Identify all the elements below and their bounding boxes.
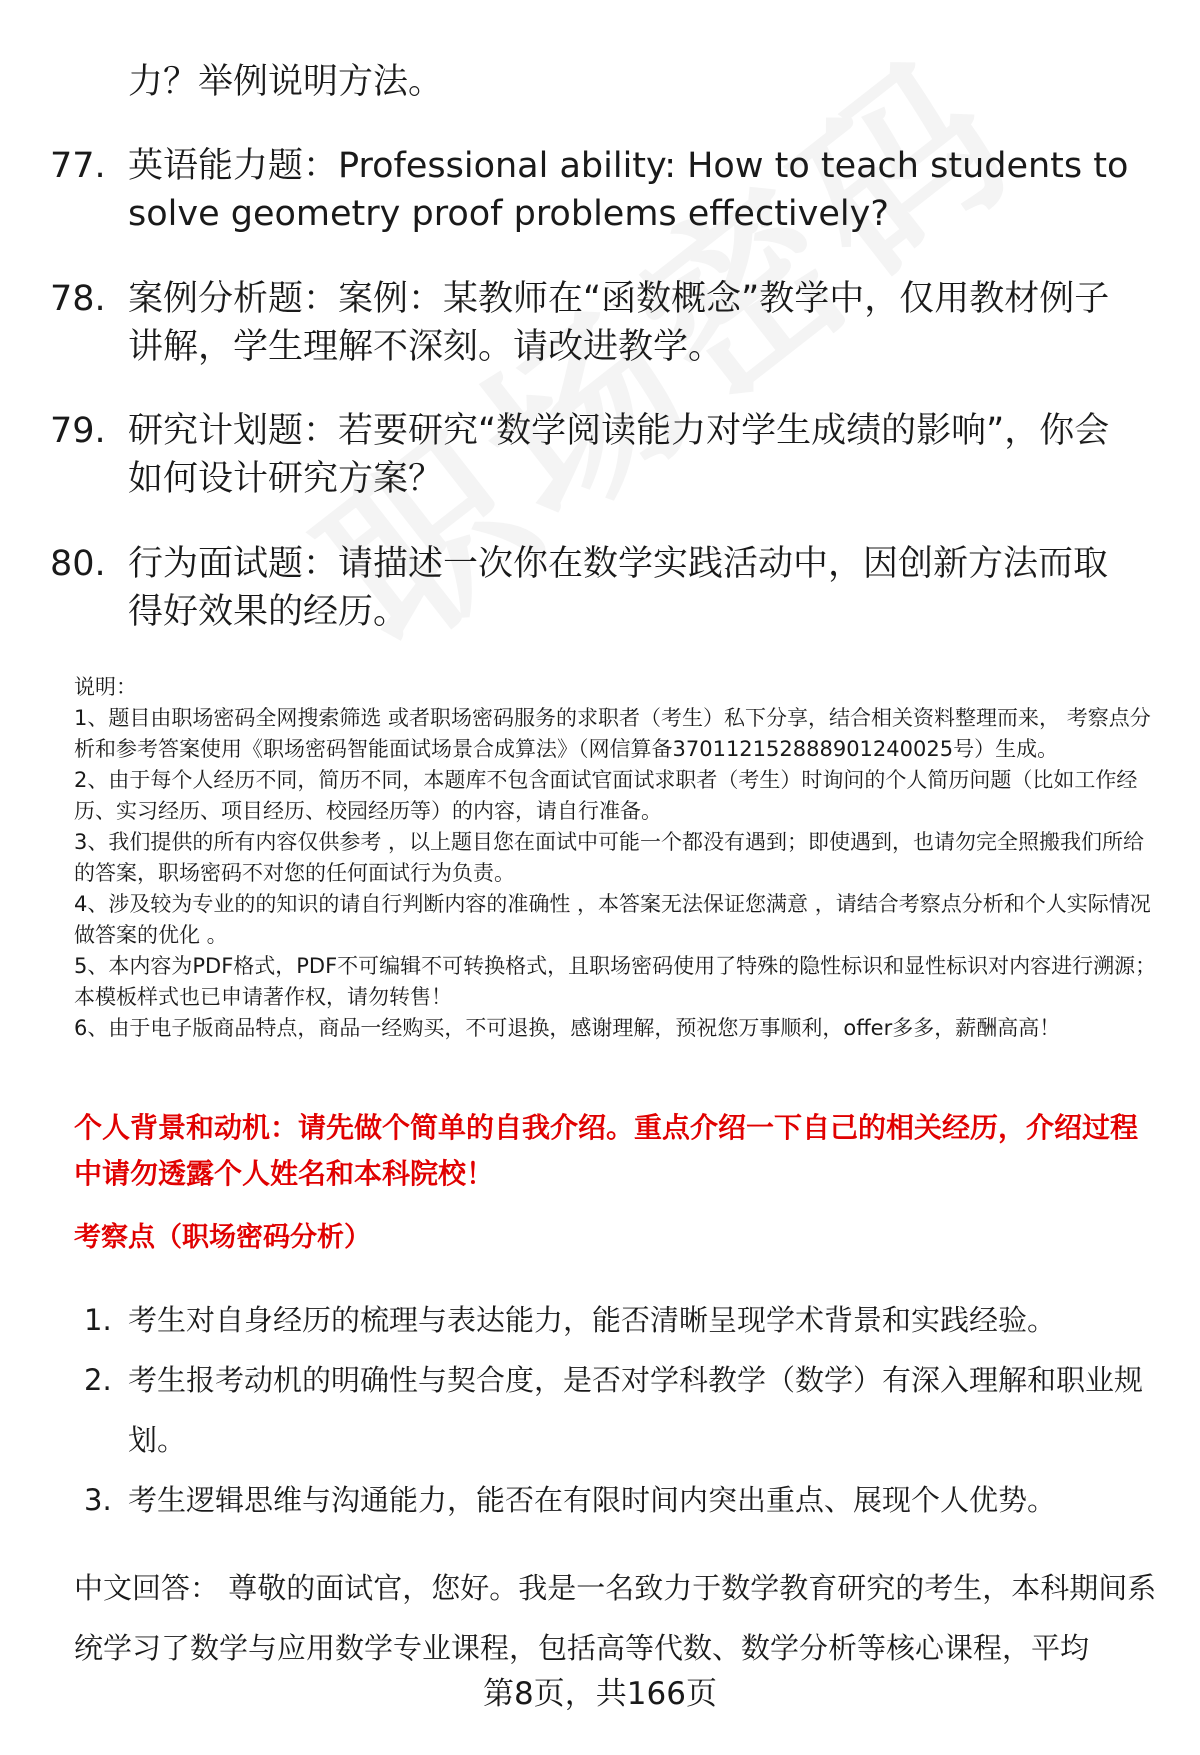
note-item-6: 6、由于电子版商品特点，商品一经购买，不可退换，感谢理解，预祝您万事顺利，offer多多，薪酬高高！: [74, 1016, 1061, 1040]
answer-text: 中文回答： 尊敬的面试官，您好。我是一名致力于数学教育研究的考生，本科期间系统学习了数学与应用数学专业课程，包括高等代数、数学分析等核心课程，平均: [74, 1571, 1157, 1665]
question-text: 英语能力题：Professional ability: How to teach students to solve geometry proof problems effectively?: [128, 146, 1129, 234]
list-item-number: 1.: [84, 1303, 112, 1337]
list-item-text: 考生报考动机的明确性与契合度，是否对学科教学（数学）有深入理解和职业规划。: [128, 1363, 1144, 1457]
question-text: 案例分析题：案例：某教师在“函数概念”教学中，仅用教材例子讲解，学生理解不深刻。请改进教学。: [128, 279, 1110, 367]
section-heading: 个人背景和动机：请先做个简单的自我介绍。重点介绍一下自己的相关经历，介绍过程中请勿透露个人姓名和本科院校！: [74, 1111, 1139, 1190]
points-heading: 考察点（职场密码分析）: [74, 1222, 371, 1253]
note-item-1: 1、题目由职场密码全网搜索筛选 或者职场密码服务的求职者（考生）私下分享，结合相关资料整理而来， 考察点分析和参考答案使用《职场密码智能面试场景合成算法》（网信算备370112152888901240025号）生成。: [74, 706, 1151, 761]
question-77: [50, 142, 1140, 238]
question-text: 行为面试题：请描述一次你在数学实践活动中，因创新方法而取得好效果的经历。: [128, 544, 1109, 632]
question-76-continuation: 力？举例说明方法。: [128, 62, 444, 102]
note-item-3: 3、我们提供的所有内容仅供参考 ，以上题目您在面试中可能一个都没有遇到；即使遇到，也请勿完全照搬我们所给的答案，职场密码不对您的任何面试行为负责。: [74, 830, 1145, 885]
list-item-number: 2.: [84, 1363, 112, 1397]
question-79: [50, 407, 1140, 503]
question-number: 79.: [50, 411, 106, 451]
list-item: [84, 1350, 1154, 1470]
list-item: [84, 1290, 1154, 1350]
question-number: 78.: [50, 279, 106, 319]
question-78: [50, 275, 1140, 371]
list-item-text: 考生逻辑思维与沟通能力，能否在有限时间内突出重点、展现个人优势。: [128, 1483, 1057, 1517]
question-80: [50, 540, 1140, 636]
page-footer: 第8页，共166页: [483, 1676, 717, 1712]
list-item: [84, 1470, 1154, 1530]
question-number: 77.: [50, 146, 106, 186]
note-item-4: 4、涉及较为专业的的知识的请自行判断内容的准确性 ，本答案无法保证您满意 ，请结合考察点分析和个人实际情况做答案的优化 。: [74, 892, 1151, 947]
notes-title: 说明：: [74, 675, 137, 699]
note-item-5: 5、本内容为PDF格式，PDF不可编辑不可转换格式，且职场密码使用了特殊的隐性标识和显性标识对内容进行溯源；本模板样式也已申请著作权，请勿转售！: [74, 954, 1157, 1009]
list-item-text: 考生对自身经历的梳理与表达能力，能否清晰呈现学术背景和实践经验。: [128, 1303, 1057, 1337]
list-item-number: 3.: [84, 1483, 112, 1517]
question-text: 研究计划题：若要研究“数学阅读能力对学生成绩的影响”，你会如何设计研究方案？: [128, 411, 1110, 499]
notes-section: [74, 672, 1164, 1044]
question-number: 80.: [50, 544, 106, 584]
exam-points-list: [84, 1290, 1154, 1530]
note-item-2: 2、由于每个人经历不同，简历不同，本题库不包含面试官面试求职者（考生）时询问的个人简历问题（比如工作经历、实习经历、项目经历、校园经历等）的内容，请自行准备。: [74, 768, 1138, 823]
